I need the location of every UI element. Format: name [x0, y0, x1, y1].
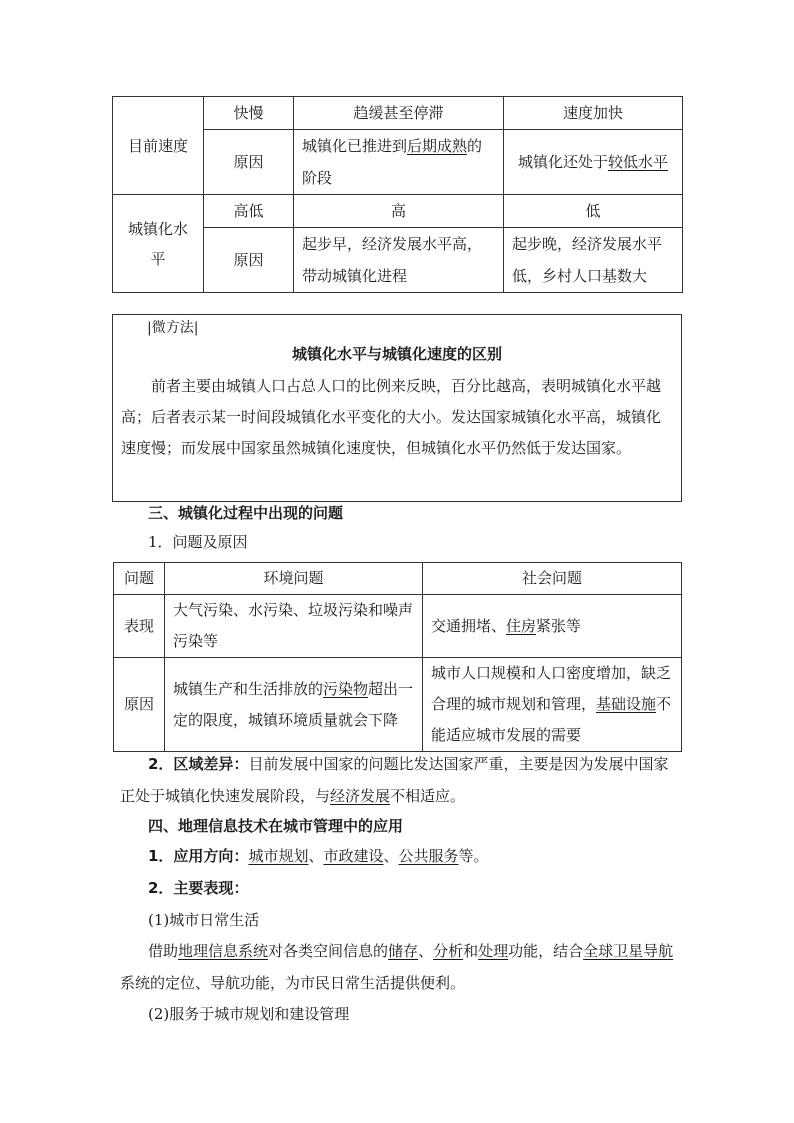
fast-slow-label: 快慢 [204, 97, 294, 130]
daily-life-item: (1)城市日常生活 [148, 911, 260, 929]
main-manifestations-heading: 2．主要表现： [148, 879, 249, 897]
high-low-label: 高低 [204, 195, 294, 228]
manifestation-social: 交通拥堵、住房紧张等 [423, 595, 682, 658]
section-three-heading: 三、城镇化过程中出现的问题 [148, 504, 344, 522]
reason-social: 城市人口规模和人口密度增加，缺乏合理的城市规划和管理，基础设施不能适应城市发展的需要 [423, 658, 682, 752]
application-direction: 1．应用方向：城市规划、市政建设、公共服务等。 [148, 847, 489, 865]
speed-reason-developing: 城镇化还处于较低水平 [504, 130, 683, 195]
level-row-header: 城镇化水平 [113, 195, 204, 293]
level-reason-developing: 起步晚，经济发展水平低，乡村人口基数大 [504, 228, 683, 293]
fast-slow-developing: 速度加快 [504, 97, 683, 130]
section-four-heading: 四、地理信息技术在城市管理中的应用 [148, 817, 404, 835]
reason-environmental: 城镇生产和生活排放的污染物超出一定的限度，城镇环境质量就会下降 [165, 658, 423, 752]
speed-reason-label: 原因 [204, 130, 294, 195]
method-box-body: 前者主要由城镇人口占总人口的比例来反映，百分比越高，表明城镇化水平越高；后者表示某一时间段城镇化水平变化的大小。发达国家城镇化水平高，城镇化速度慢；而发展中国家虽然城镇化速度快，但城镇化水平仍然低于发达国家。 [121, 377, 662, 457]
method-box-title: 城镇化水平与城镇化速度的区别 [291, 345, 502, 363]
col-problem: 问题 [114, 563, 165, 595]
speed-row-header: 目前速度 [113, 97, 204, 195]
manifestation-environmental: 大气污染、水污染、垃圾污染和噪声污染等 [165, 595, 423, 658]
problems-causes-subheading: 1．问题及原因 [148, 533, 248, 551]
gis-daily-life-paragraph: 借助地理信息系统对各类空间信息的储存、分析和处理功能，结合全球卫星导航系统的定位、导航功能，为市民日常生活提供便利。 [120, 942, 674, 992]
urban-planning-item: (2)服务于城市规划和建设管理 [148, 1005, 350, 1023]
level-reason-label: 原因 [204, 228, 294, 293]
level-reason-developed: 起步早，经济发展水平高，带动城镇化进程 [294, 228, 504, 293]
row-reason: 原因 [114, 658, 165, 752]
col-environmental: 环境问题 [165, 563, 423, 595]
row-manifestation: 表现 [114, 595, 165, 658]
regional-difference-paragraph: 2．区域差异：目前发展中国家的问题比发达国家严重，主要是因为发展中国家正处于城镇化快速发展阶段，与经济发展不相适应。 [120, 755, 669, 805]
urban-problems-table [113, 562, 682, 752]
level-developed: 高 [294, 195, 504, 228]
method-box-label: |微方法| [147, 320, 199, 336]
level-developing: 低 [504, 195, 683, 228]
method-box [112, 314, 682, 502]
fast-slow-developed: 趋缓甚至停滞 [294, 97, 504, 130]
speed-reason-developed: 城镇化已推进到后期成熟的阶段 [294, 130, 504, 195]
col-social: 社会问题 [423, 563, 682, 595]
urbanization-comparison-table [112, 96, 683, 293]
